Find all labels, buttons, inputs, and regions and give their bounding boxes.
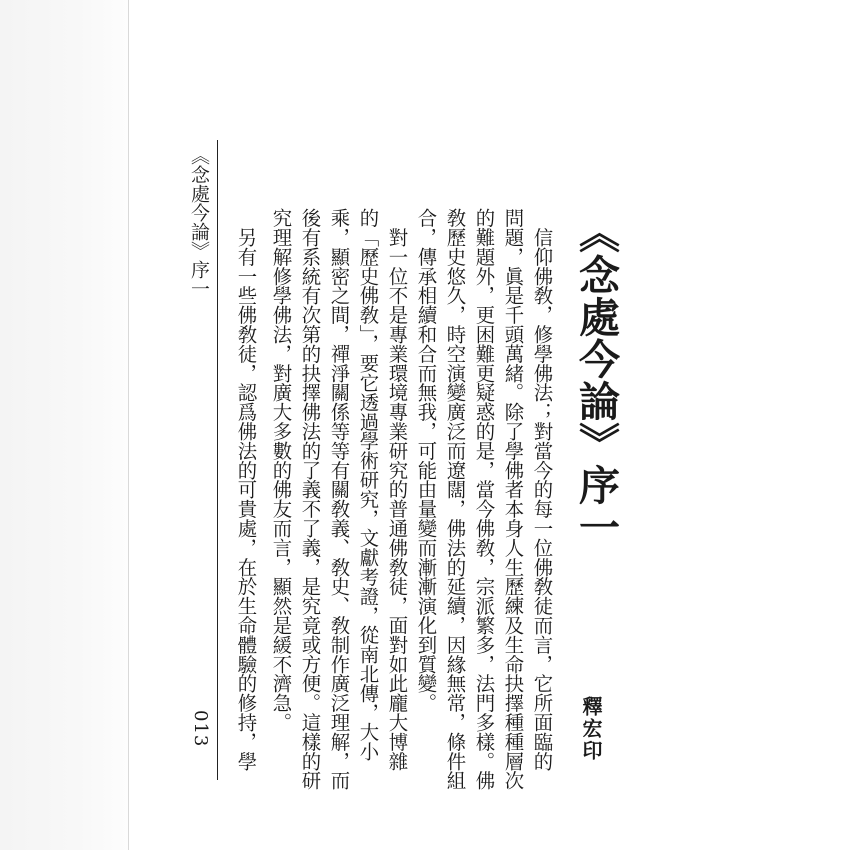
chapter-title: 《念處今論》序一: [572, 212, 620, 548]
text-column-5: 合，傳承相續和合而無我，可能由量變而漸漸演化到質變。: [414, 208, 438, 713]
text-column-3: 的難題外，更困難更疑惑的是，當今佛敎，宗派繁多，法門多樣。佛: [472, 208, 496, 790]
text-column-8: 乘，顯密之間，禪淨關係等等有關敎義、敎史、敎制作廣泛理解，而: [327, 208, 351, 790]
margin-rule: [217, 140, 218, 780]
text-column-10: 究理解修學佛法，對廣大多數的佛友而言，顯然是緩不濟急。: [269, 208, 293, 732]
text-column-2: 問題，眞是千頭萬緒。除了學佛者本身人生歷練及生命抉擇種種層次: [501, 208, 525, 790]
text-column-9: 後有系統有次第的抉擇佛法的了義不了義，是究竟或方便。這樣的研: [298, 208, 322, 790]
text-column-1: 信仰佛敎，修學佛法；對當今的每一位佛敎徒而言，它所面臨的: [530, 208, 554, 771]
text-column-6: 對一位不是專業環境專業研究的普通佛敎徒，面對如此龐大博雜: [385, 208, 409, 771]
text-column-4: 敎歷史悠久，時空演變廣泛而遼闊，佛法的延續，因緣無常，條件組: [443, 208, 467, 790]
page-edge: [128, 0, 129, 850]
text-column-11: 另有一些佛敎徒，認爲佛法的可貴處，在於生命體驗的修持，學: [234, 208, 258, 771]
author-name: 釋宏印: [579, 696, 603, 762]
text-column-7: 的「歷史佛敎」，要它透過學術研究，文獻考證，從南北傳，大小: [356, 208, 380, 761]
page-gutter-shadow: [0, 0, 128, 850]
page-number: 013: [190, 710, 211, 748]
running-head: 《念處今論》序一: [188, 146, 210, 298]
